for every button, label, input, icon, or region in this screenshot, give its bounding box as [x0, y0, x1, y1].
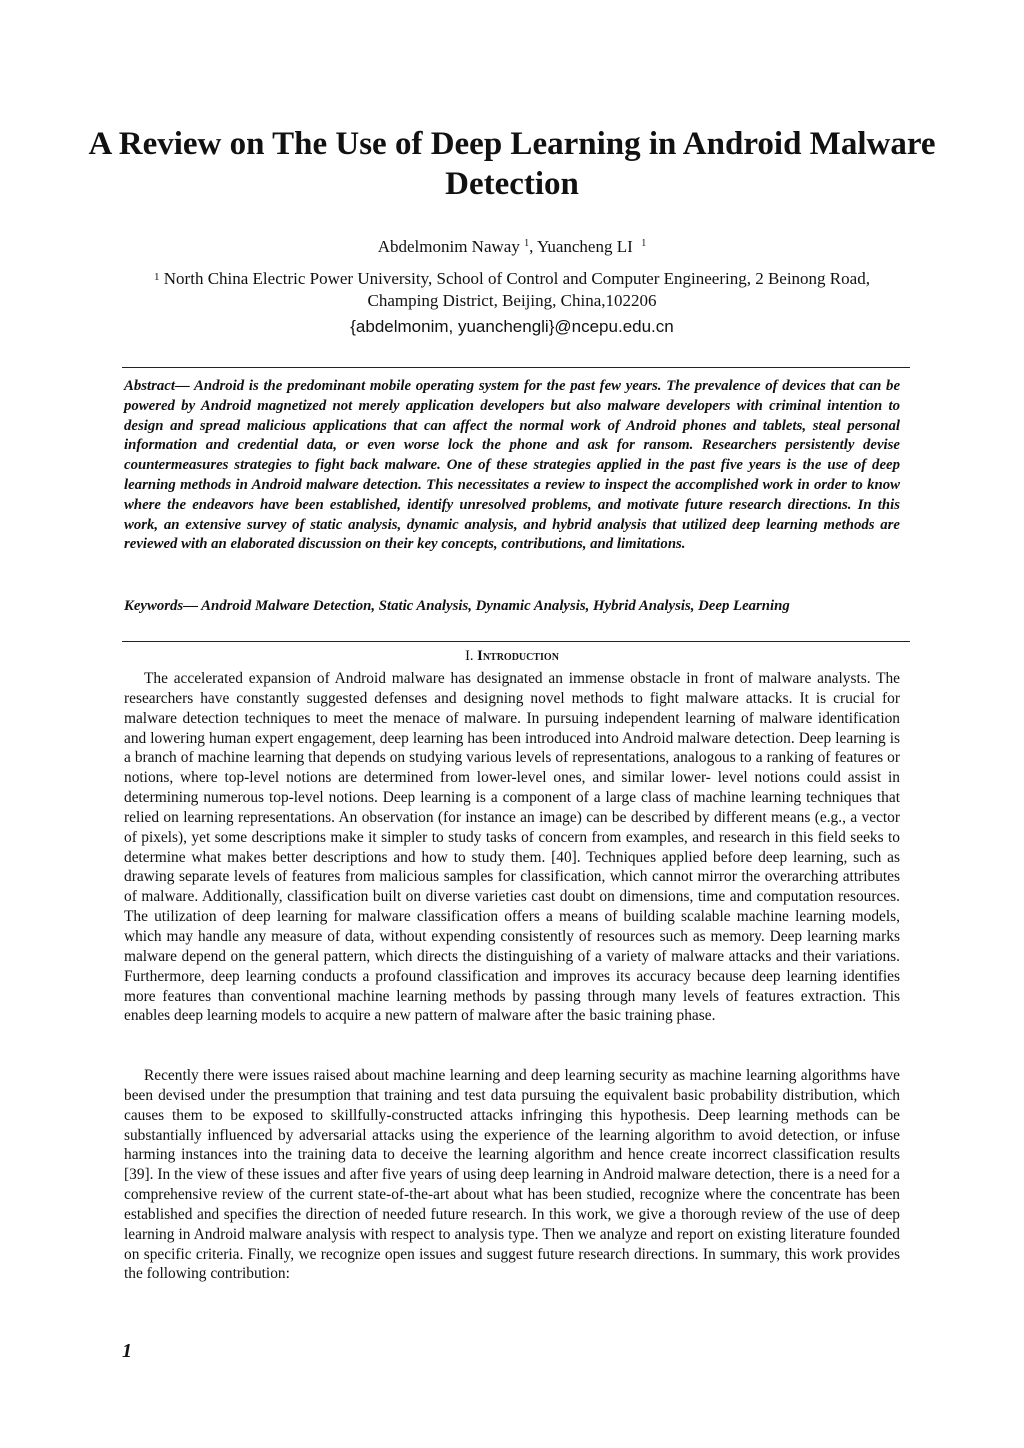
- author-name: Yuancheng LI: [536, 237, 633, 256]
- abstract-text: Android is the predominant mobile operating system for the past few years. The prevalence of devices that can be powered by Android magnetized not merely application developers but also malware developers with criminal intention to design and spread malicious applications that can affect the normal work of Android phones and tablets, steal personal information and credential data, or even worse lock the phone and ask for ransom. Researchers persistently devise countermeasures strategies to fight back malware. One of these strategies applied in the past five years is the use of deep learning methods in Android malware detection. This necessitates a review to inspect the accomplished work in order to know where the endeavors have been established, identify unresolved problems, and motivate future research directions. In this work, an extensive survey of static analysis, dynamic analysis, and hybrid analysis that utilized deep learning methods are reviewed with an elaborated discussion on their key concepts, contributions, and limitations.: [124, 378, 901, 553]
- author-list: [0, 233, 1024, 258]
- body-paragraph: Recently there were issues raised about machine learning and deep learning security as machine learning algorithms have been devised under the presumption that training and test data pursuing the equivalent basic probability distribution, which causes them to be exposed to skillfully-constructed attacks infringing this hypothesis. Deep learning methods can be substantially influenced by adversarial attacks using the experience of the learning algorithm to avoid detection, or infuse harming instances into the training data to deceive the learning algorithm and hence create incorrect classification results [39]. In the view of these issues and after five years of using deep learning in Android malware detection, there is a need for a comprehensive review of the current state-of-the-art about what has been studied, recognize where the concentrate has been established and specifies the direction of needed future research. In this work, we give a thorough review of the use of deep learning in Android malware analysis with respect to analysis type. Then we analyze and report on existing literature founded on specific criteria. Finally, we recognize open issues and suggest future research directions. In summary, this work provides the following contribution:: [124, 1067, 900, 1283]
- abstract-label: Abstract: [124, 378, 175, 394]
- keywords-dash: —: [183, 598, 198, 614]
- section-number: I.: [465, 648, 474, 664]
- body-paragraph: The accelerated expansion of Android malware has designated an immense obstacle in front of malware analysts. The researchers have constantly suggested defenses and designing novel methods to fight malware attacks. It is crucial for malware detection techniques to meet the menace of malware. In pursuing independent learning of malware identification and lowering human expert engagement, deep learning has been introduced into Android malware detection. Deep learning is a branch of machine learning that depends on studying various levels of representations, analogous to a ranking of features or notions, where top-level notions are determined from lower-level ones, and similar lower- level notions could assist in determining numerous top-level notions. Deep learning is a component of a large class of machine learning techniques that relied on learning representations. An observation (for instance an image) can be described by different means (e.g., a vector of pixels), yet some descriptions make it simpler to study tasks of concern from examples, and research in this field seeks to determine what makes better descriptions and how to study them. [40]. Techniques applied before deep learning, such as drawing separate levels of features from malicious samples for classification, which cannot mirror the overarching attributes of malware. Additionally, classification built on diverse varieties cast doubt on dimensions, time and computation resources. The utilization of deep learning for malware classification offers a means of building scalable machine learning models, which may handle any measure of data, without expending consistently of resources such as memory. Deep learning marks malware depend on the general pattern, which directs the distinguishing of a variety of malware attacks and their variations. Furthermore, deep learning conducts a profound classification and improves its accuracy because deep learning identifies more features than conventional machine learning methods by passing through many levels of features extraction. This enables deep learning models to acquire a new pattern of malware after the basic training phase.: [124, 670, 900, 1025]
- section-title-rest: ntroduction: [482, 648, 559, 664]
- page-number: 1: [122, 1340, 132, 1362]
- section-heading-introduction: [0, 647, 1024, 665]
- affiliation-marker: 1: [154, 271, 160, 283]
- author-affiliation-marker: 1: [641, 238, 647, 249]
- keywords-label: Keywords: [124, 598, 184, 614]
- author-name: Abdelmonim Naway: [377, 237, 520, 256]
- author-separator: ,: [529, 237, 537, 256]
- author-affiliation-marker: 1: [524, 238, 530, 249]
- keywords-text: Android Malware Detection, Static Analysis, Dynamic Analysis, Hybrid Analysis, Deep Learning: [201, 598, 790, 614]
- abstract-dash: —: [174, 378, 190, 394]
- affiliation-text: North China Electric Power University, School of Control and Computer Engineering, 2 Beinong Road, Champing District, Beijing, China,102206: [163, 269, 870, 310]
- header-divider: [122, 367, 910, 368]
- affiliation: [120, 266, 904, 312]
- section-title-initial: I: [477, 648, 483, 664]
- abstract: [124, 377, 900, 555]
- keywords: [124, 596, 900, 616]
- paper-title: A Review on The Use of Deep Learning in Android Malware Detection: [88, 126, 936, 202]
- section-divider: [122, 641, 910, 642]
- author-email: {abdelmonim, yuanchengli}@ncepu.edu.cn: [350, 317, 674, 336]
